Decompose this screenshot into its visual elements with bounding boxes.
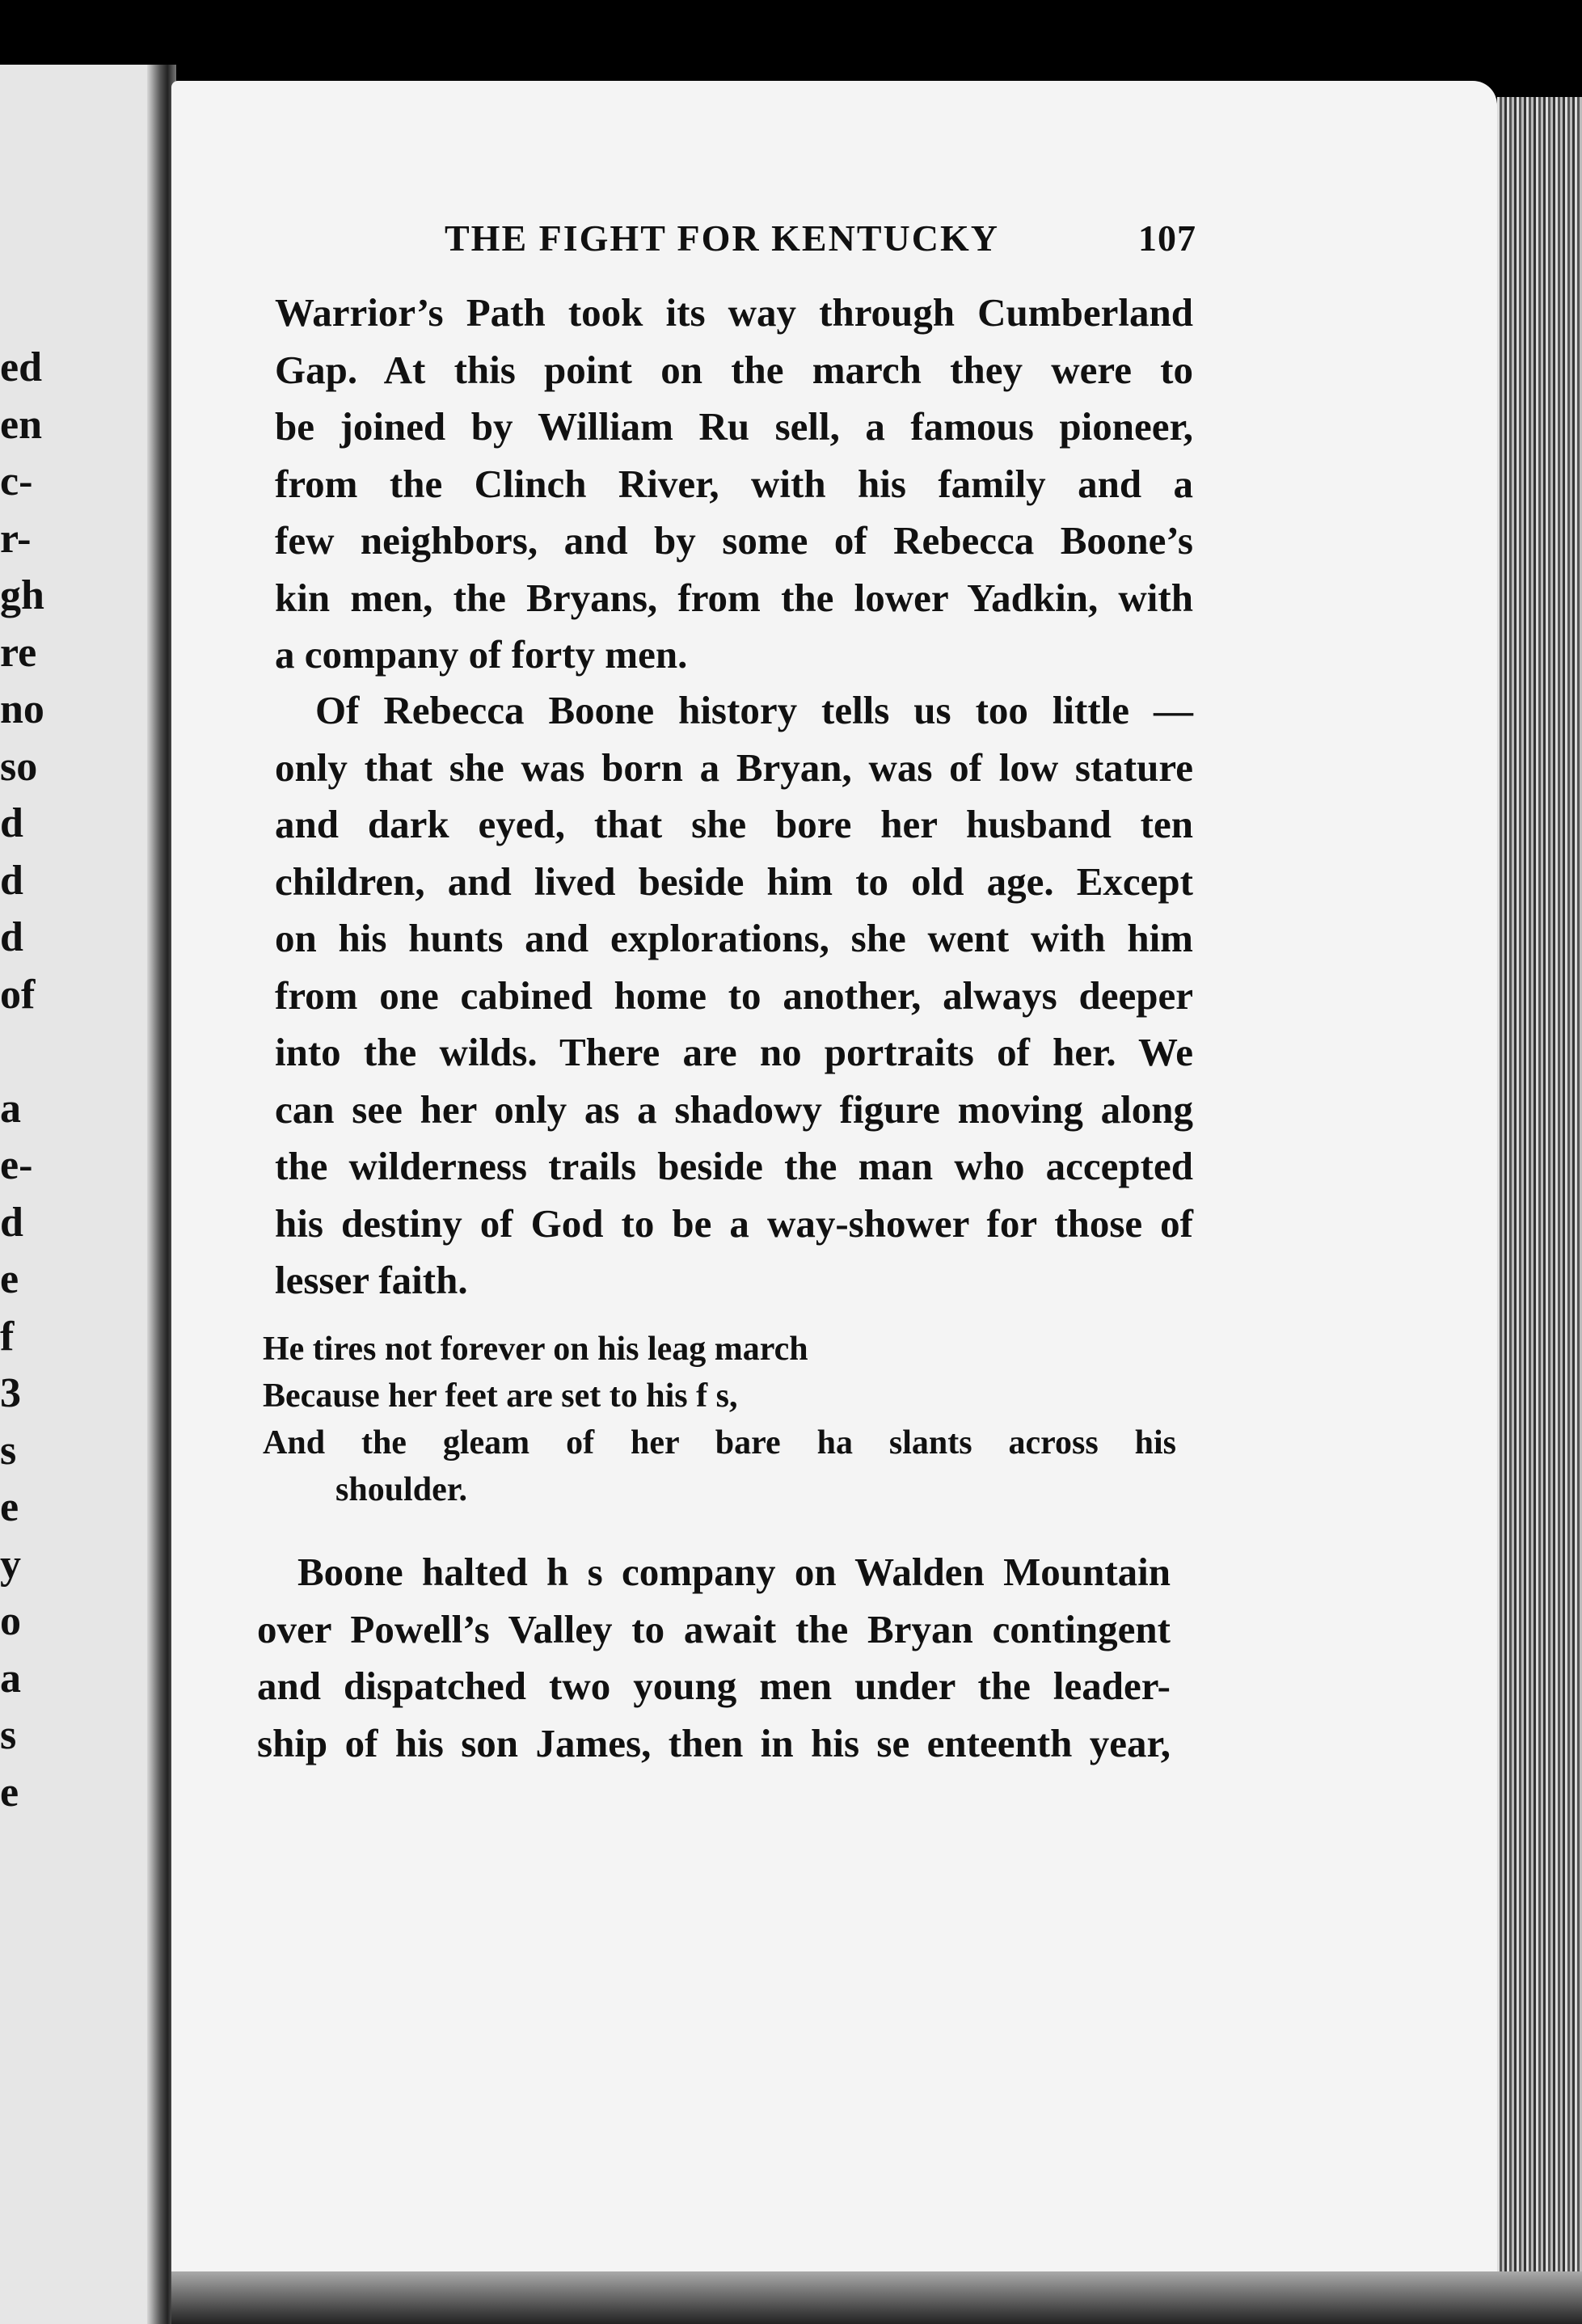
verse-line: shoulder. [335, 1471, 468, 1508]
text-line: kin men, the Bryans, from the lower Yadkin, with [275, 575, 1193, 620]
text-line: few neighbors, and by some of Rebecca Boone’s [275, 518, 1193, 563]
verse-line: Because her feet are set to his f s, [263, 1377, 738, 1415]
left-page-margin-fragments [0, 340, 49, 1821]
text-line: children, and lived beside him to old age. Except [275, 858, 1193, 904]
margin-fragment: d [0, 857, 23, 904]
text-line: ship of his son James, then in his se enteenth year, [257, 1720, 1171, 1765]
text-line: lesser faith. [275, 1258, 468, 1302]
margin-fragment: a [0, 1655, 21, 1702]
margin-fragment: gh [0, 572, 44, 618]
margin-fragment: c- [0, 458, 33, 504]
margin-fragment: s [0, 1712, 17, 1758]
margin-fragment: f [0, 1313, 15, 1360]
margin-fragment: d [0, 914, 23, 960]
text-line: can see her only as a shadowy figure moving along [275, 1086, 1193, 1132]
margin-fragment [0, 1023, 49, 1081]
text-line: Of Rebecca Boone history tells us too little — [315, 688, 1193, 732]
margin-fragment: e [0, 1256, 19, 1302]
verse-line: He tires not forever on his leag march [263, 1331, 808, 1368]
text-line: Warrior’s Path took its way through Cumberland [275, 290, 1193, 335]
text-line: the wilderness trails beside the man who accepted [275, 1144, 1193, 1188]
text-line: only that she was born a Bryan, was of low stature [275, 744, 1193, 790]
running-head [445, 217, 1196, 259]
margin-fragment: y [0, 1541, 21, 1588]
text-line: his destiny of God to be a way-shower for those of [275, 1200, 1193, 1246]
margin-fragment: a [0, 1085, 21, 1132]
margin-fragment: e [0, 1769, 19, 1816]
margin-fragment: d [0, 800, 23, 846]
text-line: from the Clinch River, with his family and a [275, 461, 1193, 506]
text-line: and dark eyed, that she bore her husband ten [275, 802, 1193, 846]
chapter-title: THE FIGHT FOR KENTUCKY [445, 217, 999, 259]
text-line: and dispatched two young men under the leader- [257, 1664, 1171, 1708]
margin-fragment: en [0, 401, 42, 448]
margin-fragment: 3 [0, 1370, 21, 1416]
margin-fragment: d [0, 1199, 23, 1246]
paragraph-3 [257, 1544, 1171, 1772]
margin-fragment: no [0, 686, 44, 732]
text-line: be joined by William Ru sell, a famous pioneer, [275, 404, 1193, 449]
text-line: from one cabined home to another, always deeper [275, 972, 1193, 1018]
margin-fragment: s [0, 1427, 17, 1474]
text-line: over Powell’s Valley to await the Bryan contingent [257, 1606, 1171, 1651]
paragraph-2 [275, 682, 1193, 1310]
margin-fragment: o [0, 1598, 21, 1644]
margin-fragment: r- [0, 515, 32, 562]
text-line: Boone halted h s company on Walden Mountain [297, 1550, 1171, 1594]
margin-fragment: of [0, 971, 36, 1018]
margin-fragment: re [0, 629, 37, 676]
text-line: a company of forty men. [275, 632, 688, 677]
left-page [0, 65, 158, 2324]
paragraph-1 [275, 285, 1193, 684]
margin-fragment: so [0, 743, 38, 790]
verse-line: And the gleam of her bare ha slants across his [263, 1424, 1176, 1461]
text-line: on his hunts and explorations, she went with him [275, 916, 1193, 960]
text-line: into the wilds. There are no portraits of her. We [275, 1030, 1193, 1074]
margin-fragment: ed [0, 344, 42, 390]
page-edges [1497, 97, 1582, 2271]
page-number: 107 [1138, 217, 1196, 259]
text-line: Gap. At this point on the march they were to [275, 347, 1193, 392]
margin-fragment: e- [0, 1142, 33, 1188]
bottom-shadow [171, 2271, 1582, 2324]
margin-fragment: e [0, 1484, 19, 1530]
verse-quote [263, 1326, 1176, 1513]
